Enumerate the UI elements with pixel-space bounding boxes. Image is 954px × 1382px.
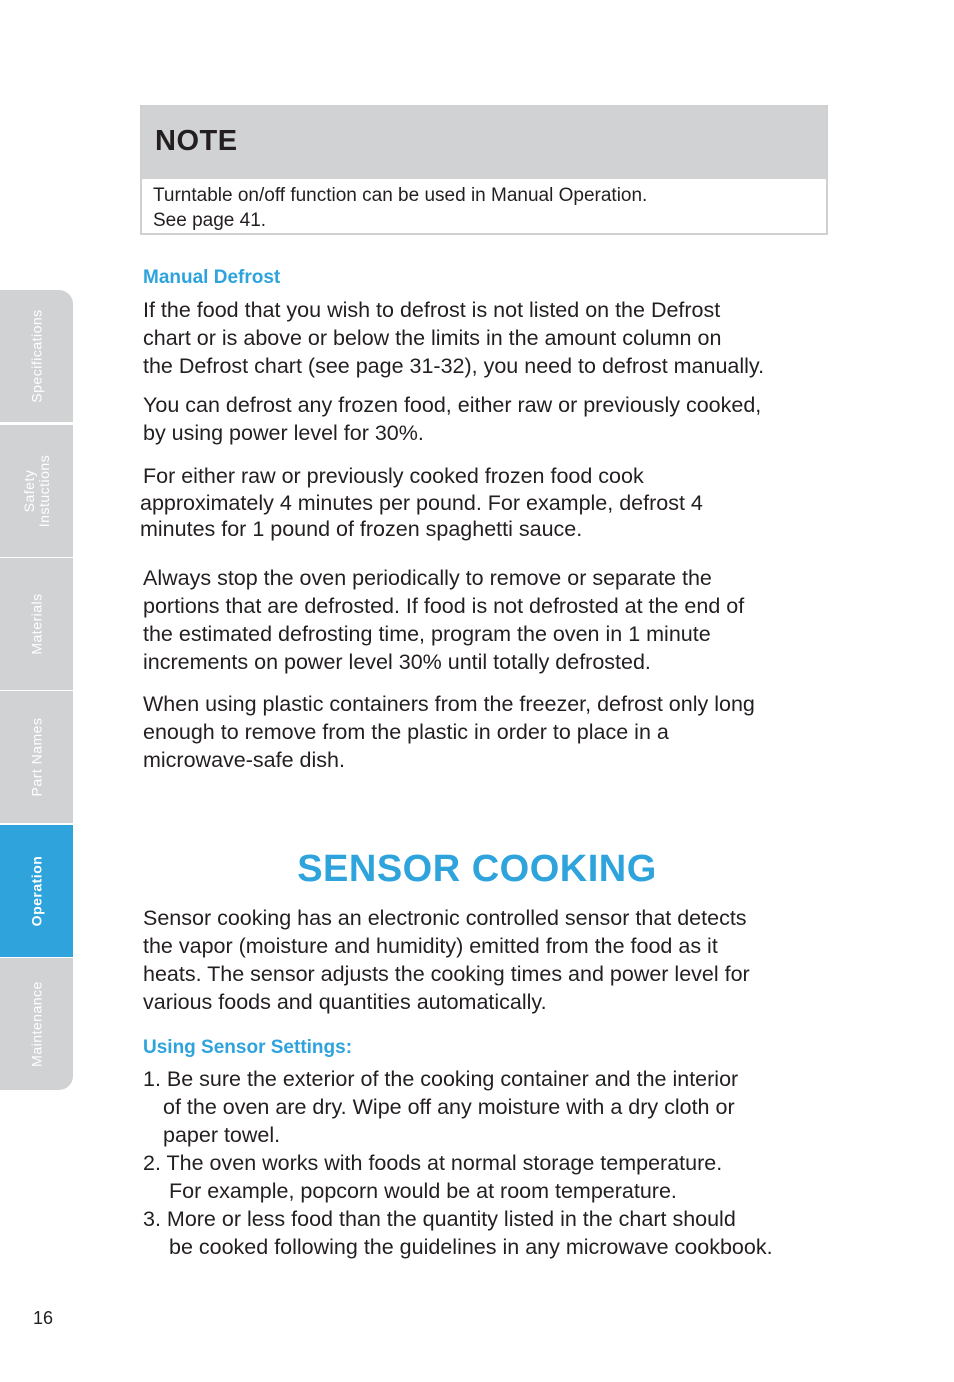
- list-item-continuation: paper towel.: [163, 1123, 281, 1147]
- list-item: 3. More or less food than the quantity listed in the chart should: [143, 1207, 736, 1231]
- tab-safety-instructions[interactable]: [0, 425, 73, 557]
- text-line: Always stop the oven periodically to remove or separate the: [143, 566, 712, 590]
- tab-materials[interactable]: [0, 558, 73, 690]
- sensor-settings-heading: Using Sensor Settings:: [143, 1037, 353, 1058]
- tab-label-line: Safety: [20, 469, 37, 513]
- text-line: the Defrost chart (see page 31-32), you need to defrost manually.: [143, 354, 765, 378]
- text-line: enough to remove from the plastic in order to place in a: [143, 720, 669, 744]
- note-text: [153, 183, 647, 233]
- defrost-paragraph-4: [143, 564, 903, 676]
- sensor-settings-list: [143, 1065, 903, 1261]
- tab-maintenance[interactable]: [0, 958, 73, 1090]
- note-line-1: Turntable on/off function can be used in Manual Operation.: [153, 185, 648, 206]
- text-line: heats. The sensor adjusts the cooking times and power level for: [143, 962, 750, 986]
- sensor-cooking-heading: SENSOR COOKING: [297, 848, 657, 890]
- manual-defrost-heading: Manual Defrost: [143, 267, 281, 288]
- text-line: various foods and quantities automatically.: [143, 990, 547, 1014]
- note-header: [142, 107, 826, 179]
- tab-label: [22, 455, 52, 527]
- list-item-continuation: be cooked following the guidelines in any microwave cookbook.: [169, 1235, 773, 1259]
- note-title: NOTE: [155, 125, 238, 157]
- defrost-paragraph-2: [143, 391, 903, 447]
- tab-label: Operation: [28, 855, 44, 927]
- list-item: 1. Be sure the exterior of the cooking container and the interior: [143, 1067, 739, 1091]
- text-line: approximately 4 minutes per pound. For example, defrost 4: [140, 490, 703, 515]
- note-line-2: See page 41.: [153, 210, 267, 231]
- list-item: 2. The oven works with foods at normal storage temperature.: [143, 1151, 723, 1175]
- text-line: chart or is above or below the limits in the amount column on: [143, 326, 722, 350]
- defrost-paragraph-1: [143, 296, 903, 380]
- tab-label: Maintenance: [28, 981, 44, 1067]
- tab-label: Part Names: [28, 717, 44, 797]
- tab-label: Specifications: [28, 309, 44, 403]
- text-line: For either raw or previously cooked frozen food cook: [143, 464, 644, 488]
- text-line: portions that are defrosted. If food is not defrosted at the end of: [143, 594, 745, 618]
- text-line: microwave-safe dish.: [143, 748, 345, 772]
- defrost-paragraph-5: [143, 690, 903, 774]
- text-line: When using plastic containers from the freezer, defrost only long: [143, 692, 755, 716]
- tab-operation[interactable]: [0, 825, 73, 957]
- text-line: Sensor cooking has an electronic controlled sensor that detects: [143, 906, 747, 930]
- tab-label-line: Instuctions: [35, 454, 52, 528]
- list-item-continuation: of the oven are dry. Wipe off any moisture with a dry cloth or: [163, 1095, 735, 1119]
- text-line: If the food that you wish to defrost is not listed on the Defrost: [143, 298, 721, 322]
- page-number: 16: [33, 1308, 54, 1328]
- text-line: the vapor (moisture and humidity) emitted from the food as it: [143, 934, 718, 958]
- tab-part-names[interactable]: [0, 691, 73, 823]
- defrost-paragraph-3: [140, 463, 903, 543]
- list-item-continuation: For example, popcorn would be at room temperature.: [169, 1179, 677, 1203]
- side-tab-nav: [0, 290, 73, 1090]
- tab-label: Materials: [28, 593, 44, 655]
- text-line: You can defrost any frozen food, either raw or previously cooked,: [143, 393, 762, 417]
- text-line: increments on power level 30% until totally defrosted.: [143, 650, 651, 674]
- note-box: [140, 105, 828, 235]
- tab-specifications[interactable]: [0, 290, 73, 422]
- text-line: by using power level for 30%.: [143, 421, 424, 445]
- text-line: the estimated defrosting time, program the oven in 1 minute: [143, 622, 711, 646]
- sensor-intro-paragraph: [143, 904, 903, 1016]
- text-line: minutes for 1 pound of frozen spaghetti sauce.: [140, 517, 583, 541]
